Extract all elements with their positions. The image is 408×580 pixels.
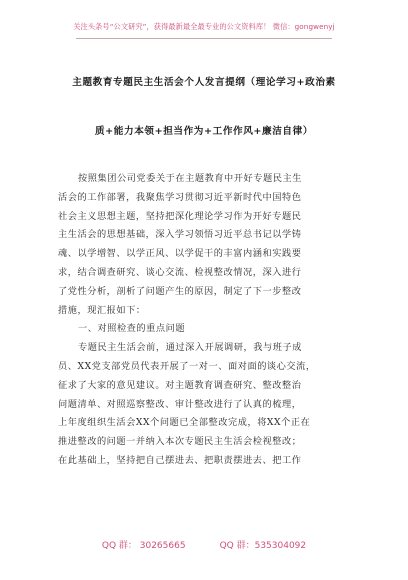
body-line: 上年度组织生活会XX个问题已全部整改完成，将XX个正在 — [58, 417, 311, 429]
body-line: 问题清单、对照巡察整改、审计整改进行了认真的梳理， — [58, 398, 302, 410]
banner-text: 关注头条号“公文研究”，获得最新最全最专业的公文资料库！ 微信： — [73, 22, 295, 31]
footer-qq-group-1: QQ 群： 30265665 — [101, 541, 186, 551]
body-line: 求，结合调查研究、谈心交流、检视整改情况，深入进行 — [58, 266, 302, 278]
body-line: 活会的工作部署，我聚焦学习贯彻习近平新时代中国特色 — [58, 191, 302, 203]
wechat-id: gongwenyj — [294, 22, 335, 31]
document-title-line-2: 质+能力本领+担当作为+工作作风+廉洁自律） — [94, 126, 314, 137]
body-line: 推进整改的问题一并纳入本次专题民主生活会检视整改； — [58, 436, 302, 448]
document-body — [58, 170, 352, 471]
body-line: 征求了大家的意见建议。对主题教育调查研究、整改整治 — [58, 379, 302, 391]
top-banner — [0, 22, 408, 32]
body-line: 魂、以学增智、以学正风、以学促干的丰富内涵和实践要 — [58, 248, 302, 260]
body-line: 主生活会的思想基础，深入学习领悟习近平总书记以学铸 — [58, 229, 302, 241]
document-title-line-1: 主题教育专题民主生活会个人发言提纲（理论学习+政治素 — [72, 77, 336, 88]
footer — [0, 538, 408, 551]
body-line: 社会主义思想主题，坚持把深化理论学习作为开好专题民 — [58, 210, 302, 222]
header-rule — [76, 38, 332, 39]
body-line: 员、XX党支部党员代表开展了一对一、面对面的谈心交流， — [58, 360, 316, 372]
body-line: 一、对照检查的重点问题 — [78, 323, 186, 335]
body-line: 了党性分析，剖析了问题产生的原因，制定了下一步整改 — [58, 285, 302, 297]
body-line: 专题民主生活会前，通过深入开展调研，我与班子成 — [78, 342, 302, 354]
body-line: 措施，现汇报如下： — [58, 304, 146, 316]
footer-qq-group-2: QQ 群：535304092 — [219, 541, 307, 551]
body-line: 在此基础上，坚持把自己摆进去、把职责摆进去、把工作 — [58, 454, 302, 466]
body-line: 按照集团公司党委关于在主题教育中开好专题民主生 — [78, 173, 302, 184]
